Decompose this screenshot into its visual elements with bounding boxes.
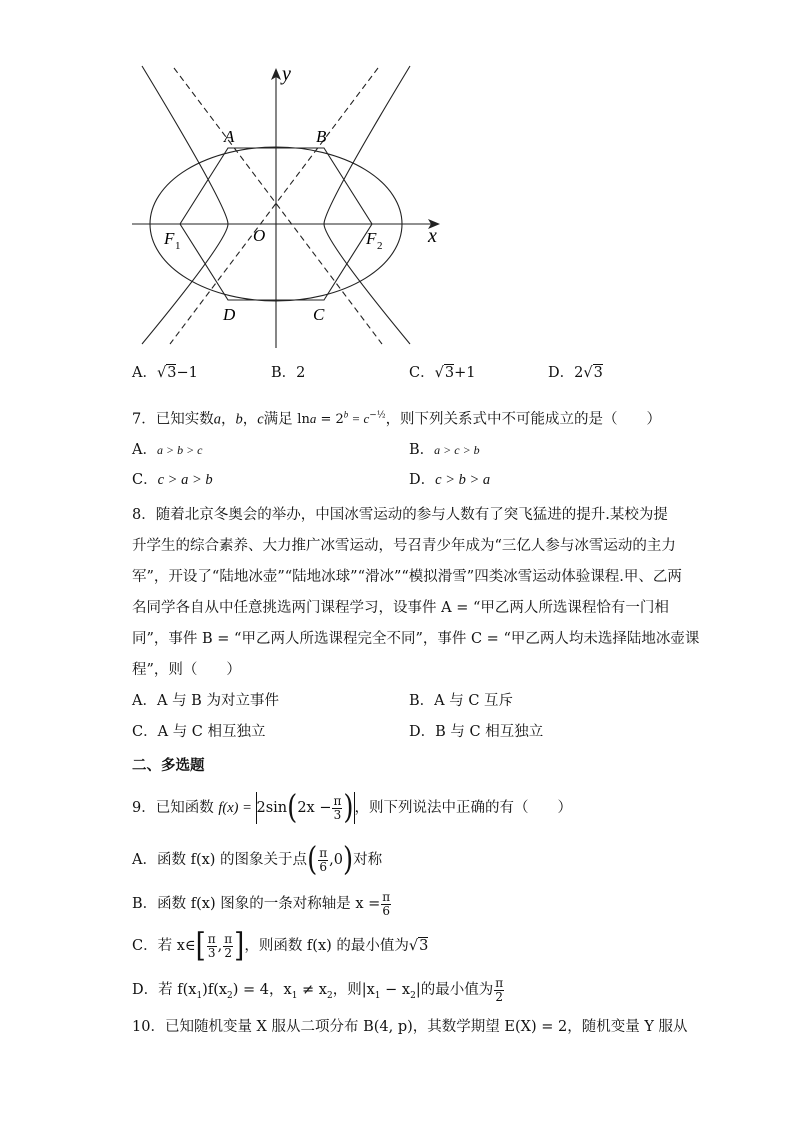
q8-option-c: C．A 与 C 相互独立: [132, 724, 266, 740]
q9-option-d: D．若 $f(x_1)f(x_2) = 4$，$x_1 \ne x_2$，则$|x_1 - x_2|$的最小值为 $\frac{\pi}{2}$: [132, 975, 504, 1004]
q6-option-b: B．2: [271, 365, 306, 381]
label-F2: F: [366, 229, 377, 248]
q8-option-b: B．A 与 C 互斥: [409, 693, 514, 709]
hyperbola-left-branch: [142, 66, 228, 344]
label-F1: F: [164, 229, 175, 248]
q7-option-c: C．c > a > b: [132, 472, 213, 488]
q9-option-a: A．函数 f(x) 的图象关于点( $\frac{\pi}{6}$ ,0)对称: [132, 841, 383, 879]
label-x: x: [428, 225, 437, 247]
label-y: y: [282, 63, 291, 85]
q7-option-a: A．a > b > c: [132, 442, 203, 458]
label-O: O: [253, 226, 266, 245]
q6-option-d: D．2√3: [548, 365, 603, 381]
q10-line-1: 10．已知随机变量 X 服从二项分布 B(4, p)，其数学期望 E(X) = 2，随机变量 Y 服从: [132, 1019, 688, 1035]
q7-stem: 7．已知实数a，b，c满足 $\ln a = 2^b = c^{-\frac{1}{2}}$，则下列关系式中不可能成立的是（ ）: [132, 410, 662, 428]
q7-option-b: B．a > c > b: [409, 442, 480, 458]
label-C: C: [313, 305, 325, 324]
label-A: A: [224, 127, 235, 146]
q9-option-c: C．若 x∈[ $\frac{\pi}{3}$ , $\frac{\pi}{2}$ ]，则函数 f(x) 的最小值为√3: [132, 927, 429, 965]
asymptote-2: [170, 68, 378, 344]
hyperbola-right-branch: [324, 66, 410, 344]
q7-option-d: D．c > b > a: [409, 472, 491, 488]
conic-figure: [120, 58, 450, 358]
q8-line-5: 同”，事件 B = “甲乙两人所选课程完全不同”，事件 C = “甲乙两人均未选择陆地冰壶课: [132, 631, 700, 647]
q8-line-6: 程”，则（ ）: [132, 662, 241, 678]
asymptote-1: [174, 68, 382, 344]
label-D: D: [223, 305, 236, 324]
q9-stem: 9．已知函数 f(x) = 2sin(2x − $\frac{\pi}{3}$ )，则下列说法中正确的有（ ）: [132, 789, 573, 827]
q8-option-d: D．B 与 C 相互独立: [409, 724, 544, 740]
label-B: B: [316, 127, 327, 146]
q8-line-4: 名同学各自从中任意挑选两门课程学习，设事件 A = “甲乙两人所选课程恰有一门相: [132, 600, 669, 616]
q8-option-a: A．A 与 B 为对立事件: [132, 693, 279, 709]
label-F2-sub: 2: [377, 240, 383, 252]
section-title: 二、多选题: [132, 758, 205, 774]
q6-option-a: A．√3−1: [132, 365, 198, 381]
q8-line-1: 8．随着北京冬奥会的举办，中国冰雪运动的参与人数有了突飞猛进的提升.某校为提: [132, 507, 668, 523]
label-F1-sub: 1: [175, 240, 181, 252]
q6-option-c: C．√3+1: [409, 365, 476, 381]
q8-line-3: 军”，开设了“陆地冰壶”“陆地冰球”“滑冰”“模拟滑雪”四类冰雪运动体验课程.甲、乙两: [132, 569, 682, 585]
q8-line-2: 升学生的综合素养、大力推广冰雪运动，号召青少年成为“三亿人参与冰雪运动的主力: [132, 538, 676, 554]
q9-option-b: B．函数 f(x) 图象的一条对称轴是 x = $\frac{\pi}{6}$: [132, 889, 391, 918]
